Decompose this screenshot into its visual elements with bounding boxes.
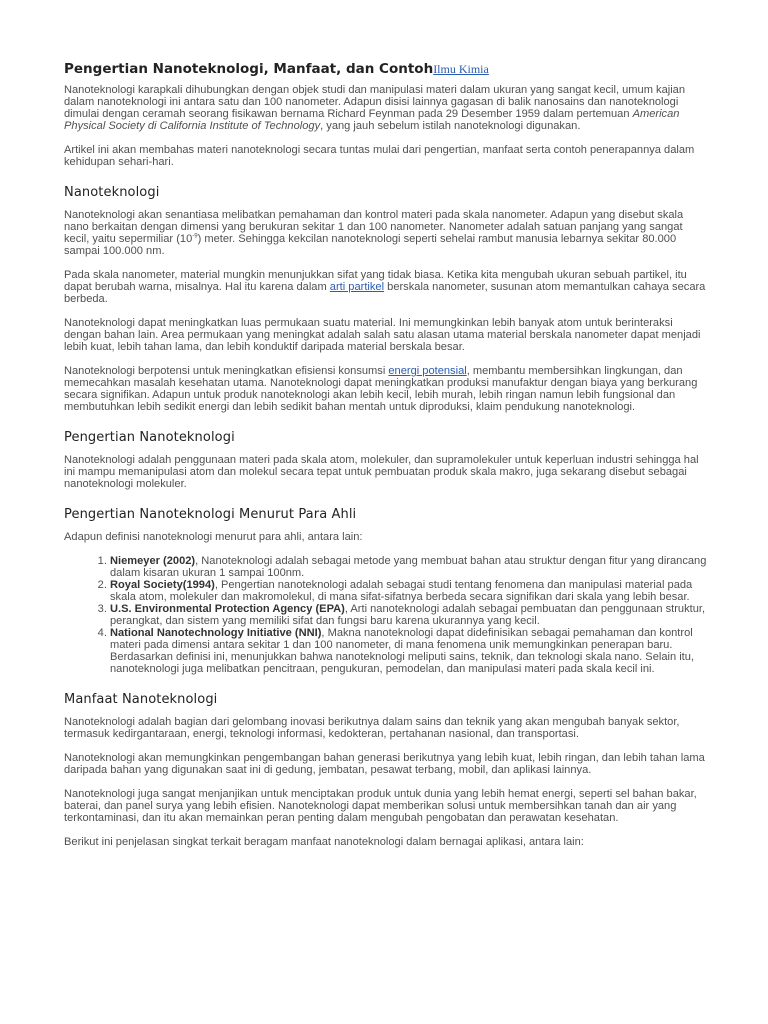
nano-paragraph-1: Nanoteknologi akan senantiasa melibatkan pemahaman dan kontrol materi pada skala nanometer. Adapun yang disebut skala nano berkaitan dengan dimensi yang berukuran sekitar 1 dan 100 nanometer. Nanometer adalah satuan panjang yang sangat kecil, yaitu sepermiliar $(10^{-9})$ meter. Sehingga kekcilan nanoteknologi seperti sehelai rambut manusia lebarnya sekitar 80.000 sampai 100.000 nm. bbox=[64, 209, 684, 257]
intro-paragraph-2: Artikel ini akan membahas materi nanoteknologi secara tuntas mulai dari pengertian, manfaat serta contoh penerapannya dalam kehidupan sehari-hari. bbox=[64, 144, 695, 168]
title-text: Pengertian Nanoteknologi, Manfaat, dan Contoh bbox=[64, 61, 434, 77]
list-item: 1. Niemeyer (2002), Nanoteknologi adalah sebagai metode yang membuat bahan atau struktur dengan fitur yang dirancang dalam kisaran ukuran 1 sampai 100nm. bbox=[110, 555, 708, 579]
heading-nanoteknologi: Nanoteknologi bbox=[64, 185, 160, 200]
link-arti-partikel[interactable]: arti partikel bbox=[329, 281, 385, 293]
heading-manfaat: Manfaat Nanoteknologi bbox=[64, 692, 218, 707]
intro-paragraph-1: Nanoteknologi karapkali dihubungkan dengan objek studi dan manipulasi materi dalam ukuran yang sangat kecil, umum kajian dalam nanoteknologi ini antara satu dan 100 nanometer. Adapun disisi lainnya gagasan di balik nanosains dan nanoteknologi dimulai dengan ceramah seorang fisikawan bernama Richard Feynman pada 29 Desember 1959 dalam pertemuan American Physical Society di California Institute of Technology, yang jauh sebelum istilah nanoteknologi digunakan. bbox=[64, 84, 686, 132]
page-title bbox=[64, 60, 708, 78]
nano-paragraph-3: Nanoteknologi dapat meningkatkan luas permukaan suatu material. Ini memungkinkan lebih banyak atom untuk berinteraksi dengan bahan lain. Area permukaan yang meningkat adalah salah satu alasan utama material berskala nanometer dapat menjadi lebih kuat, lebih tahan lama, dan lebih konduktif daripada material berskala besar. bbox=[64, 317, 701, 353]
nano-paragraph-4: Nanoteknologi berpotensi untuk meningkatkan efisiensi konsumsi energi potensial, membantu membersihkan lingkungan, dan memecahkan masalah kesehatan utama. Nanoteknologi dapat meningkatkan produksi manufaktur dengan biaya yang berkurang secara signifikan. Adapun untuk produk nanoteknologi akan lebih kecil, lebih murah, lebih ringan namun lebih fungsional dan membutuhkan lebih sedikit energi dan lebih sedikit bahan mentah untuk diproduksi, klaim pendukung nanoteknologi. bbox=[64, 365, 698, 413]
manfaat-paragraph-1: Nanoteknologi adalah bagian dari gelombang inovasi berikutnya dalam sains dan teknik yang akan mengubah banyak sektor, termasuk kedirgantaraan, energi, teknologi informasi, kedokteran, pertahanan nasional, dan transportasi. bbox=[64, 716, 680, 740]
list-item: 4. National Nanotechnology Initiative (NNI), Makna nanoteknologi dapat didefinisikan sebagai pemahaman dan kontrol materi pada dimensi antara sekitar 1 dan 100 nanometer, di mana fenomena unik memungkinkan penerapan baru. Berdasarkan definisi ini, menunjukkan bahwa nanoteknologi meliputi sains, teknik, dan teknologi skala nano. Selain itu, nanoteknologi juga melibatkan pencitraan, pengukuran, pemodelan, dan manipulasi materi pada skala kecil ini. bbox=[110, 627, 708, 675]
intro-italic-text: American Physical Society di California Institute of Technology bbox=[64, 108, 680, 132]
ahli-intro: Adapun definisi nanoteknologi menurut para ahli, antara lain: bbox=[64, 531, 363, 543]
heading-para-ahli: Pengertian Nanoteknologi Menurut Para Ahli bbox=[64, 507, 357, 522]
manfaat-paragraph-3: Nanoteknologi juga sangat menjanjikan untuk menciptakan produk untuk dunia yang lebih hemat energi, seperti sel bahan bakar, baterai, dan panel surya yang lebih efisien. Nanoteknologi dapat memberikan solusi untuk membersihkan tanah dan air yang terkontaminasi, dan itu akan memainkan peran penting dalam mengubah pengobatan dan perawatan kesehatan. bbox=[64, 788, 697, 824]
link-energi-potensial[interactable]: energi potensial bbox=[388, 365, 467, 377]
manfaat-paragraph-4: Berikut ini penjelasan singkat terkait beragam manfaat nanoteknologi dalam bernagai aplikasi, antara lain: bbox=[64, 836, 584, 848]
list-item: 2. Royal Society(1994), Pengertian nanoteknologi adalah sebagai studi tentang fenomena dan manipulasi material pada skala atom, molekuler dan makromolekul, di mana sifat-sifatnya berbeda secara signifikan dari skala yang lebih besar. bbox=[110, 579, 708, 603]
exponent: -9 bbox=[192, 233, 198, 240]
list-item: 3. U.S. Environmental Protection Agency (EPA), Arti nanoteknologi adalah sebagai pembuatan dan penggunaan struktur, perangkat, dan sistem yang memiliki sifat dan fungsi baru karena ukurannya yang kecil. bbox=[110, 603, 708, 627]
nano-paragraph-2: Pada skala nanometer, material mungkin menunjukkan sifat yang tidak biasa. Ketika kita mengubah ukuran sebuah partikel, itu dapat berubah warna, misalnya. Hal itu karena dalam arti partikel berskala nanometer, susunan atom memantulkan cahaya secara berbeda. bbox=[64, 269, 706, 305]
source-link[interactable]: Ilmu Kimia bbox=[433, 62, 489, 76]
ahli-list bbox=[64, 555, 708, 675]
heading-pengertian: Pengertian Nanoteknologi bbox=[64, 430, 235, 445]
pengertian-paragraph: Nanoteknologi adalah penggunaan materi pada skala atom, molekuler, dan supramolekuler untuk keperluan industri sehingga hal ini mampu memanipulasi atom dan molekul secara tepat untuk pembuatan produk skala makro, juga sekarang disebut sebagai nanoteknologi molekuler. bbox=[64, 454, 699, 490]
manfaat-paragraph-2: Nanoteknologi akan memungkinkan pengembangan bahan generasi berikutnya yang lebih kuat, lebih ringan, dan lebih tahan lama daripada bahan yang digunakan saat ini di gedung, jembatan, pesawat terbang, mobil, dan aplikasi lainnya. bbox=[64, 752, 705, 776]
